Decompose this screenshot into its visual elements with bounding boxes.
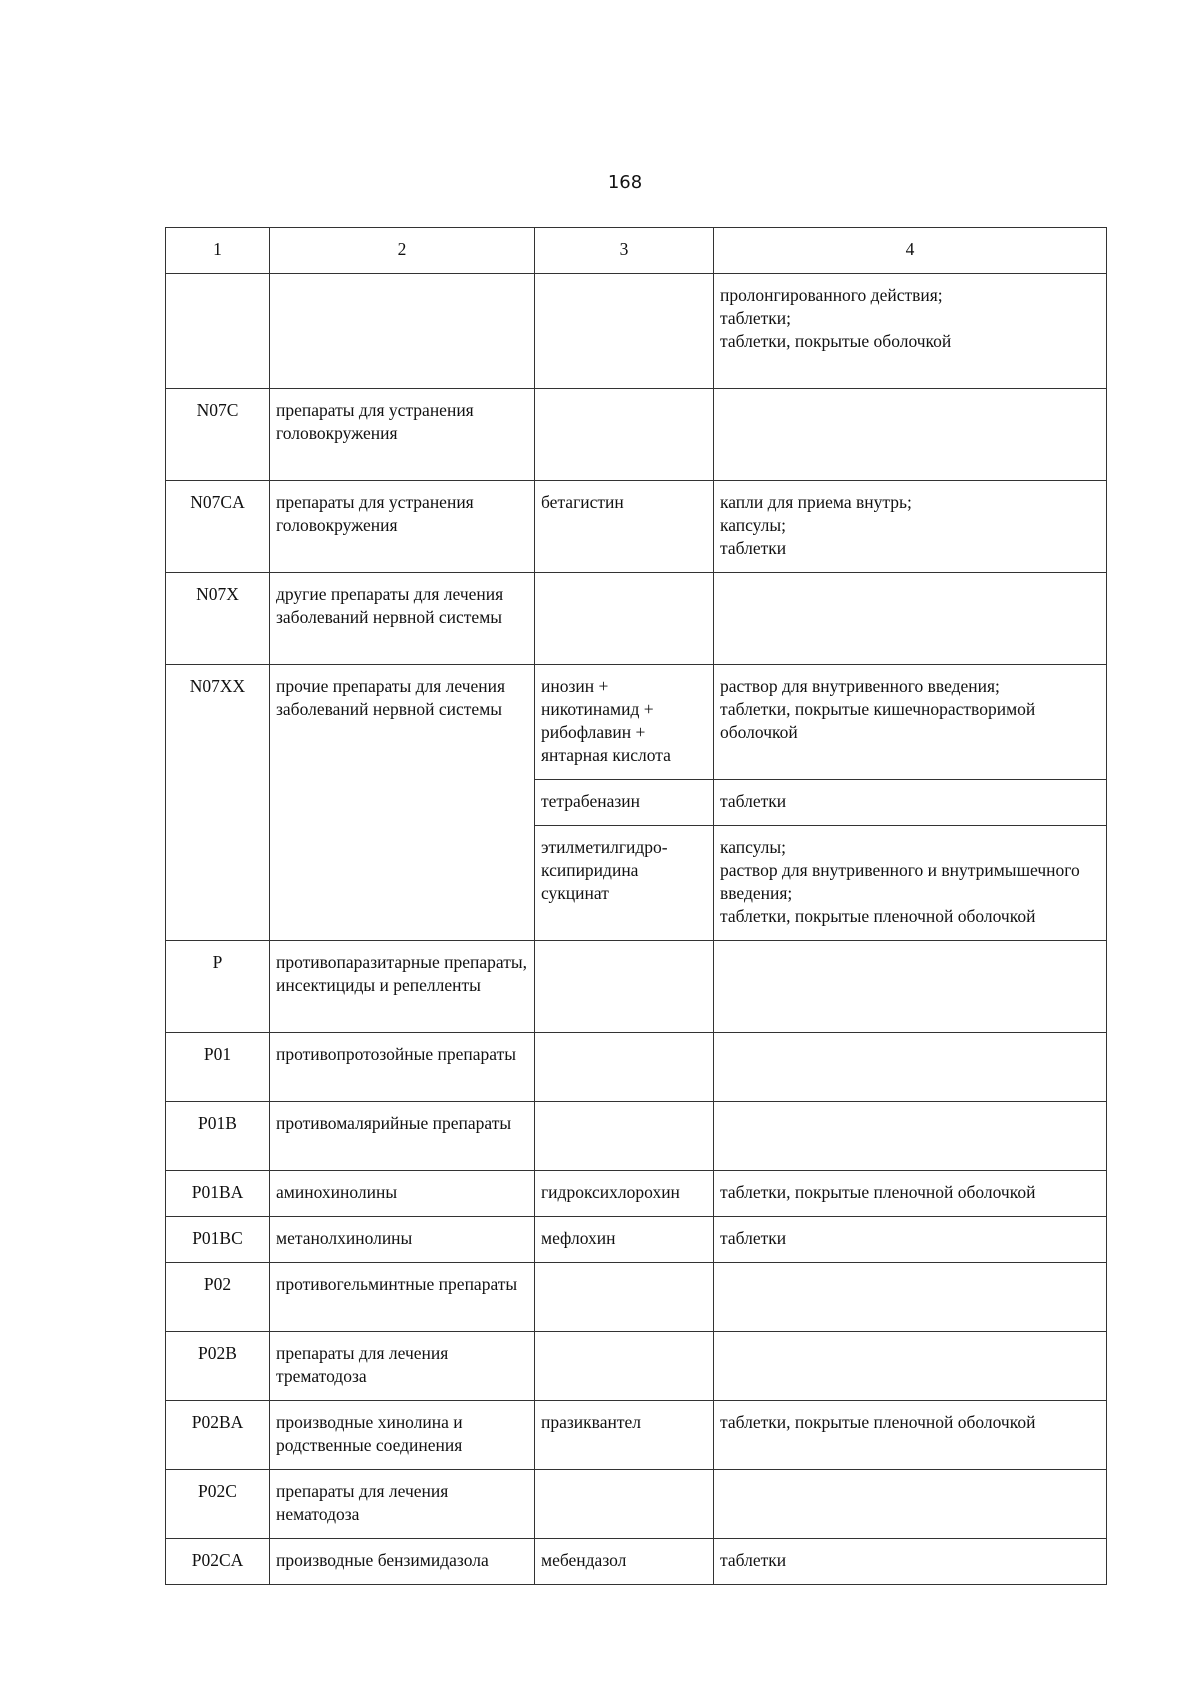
column-header-3: 3	[535, 228, 714, 274]
forms-cell	[714, 1171, 1107, 1217]
form-line: пролонгированного действия;	[720, 285, 943, 305]
atc-code-cell: P01BC	[166, 1217, 270, 1263]
group-cell: препараты для устранения головокружения	[270, 389, 535, 481]
group-cell: препараты для лечения трематодоза	[270, 1332, 535, 1401]
drug-cell	[535, 274, 714, 389]
table-row	[166, 573, 1107, 665]
drug-cell	[535, 1332, 714, 1401]
atc-code-cell: P02C	[166, 1470, 270, 1539]
form-line: таблетки	[720, 791, 787, 811]
atc-code-cell: P02BA	[166, 1401, 270, 1470]
forms-cell	[714, 389, 1107, 481]
atc-code-cell: N07XX	[166, 665, 270, 941]
table-row	[166, 1217, 1107, 1263]
table-row	[166, 1332, 1107, 1401]
drug-table	[165, 227, 1107, 1585]
table-row	[166, 389, 1107, 481]
group-cell: метанолхинолины	[270, 1217, 535, 1263]
forms-cell	[714, 1263, 1107, 1332]
column-header-1: 1	[166, 228, 270, 274]
drug-cell	[535, 941, 714, 1033]
forms-cell	[714, 941, 1107, 1033]
atc-code-cell: N07CA	[166, 481, 270, 573]
table-row	[166, 1470, 1107, 1539]
table-row	[166, 274, 1107, 389]
drug-cell: празиквантел	[535, 1401, 714, 1470]
table-row	[166, 1171, 1107, 1217]
form-line: капли для приема внутрь;	[720, 492, 912, 512]
table-row	[166, 1102, 1107, 1171]
table-row	[166, 481, 1107, 573]
drug-cell: гидроксихлорохин	[535, 1171, 714, 1217]
table-row	[166, 1263, 1107, 1332]
form-line: таблетки, покрытые пленочной оболочкой	[720, 906, 1036, 926]
atc-code-cell: P01	[166, 1033, 270, 1102]
atc-code-cell: P02CA	[166, 1539, 270, 1585]
form-line: таблетки	[720, 1550, 787, 1570]
drug-cell: бетагистин	[535, 481, 714, 573]
form-line: капсулы;	[720, 837, 787, 857]
drug-cell: инозин + никотинамид + рибофлавин + янтарная кислота	[535, 665, 714, 780]
group-cell: препараты для устранения головокружения	[270, 481, 535, 573]
forms-cell	[714, 573, 1107, 665]
forms-cell	[714, 826, 1107, 941]
group-cell: противопротозойные препараты	[270, 1033, 535, 1102]
atc-code-cell: P	[166, 941, 270, 1033]
group-cell	[270, 274, 535, 389]
atc-code-cell: P01B	[166, 1102, 270, 1171]
forms-cell	[714, 1217, 1107, 1263]
group-cell: противогельминтные препараты	[270, 1263, 535, 1332]
forms-cell	[714, 1401, 1107, 1470]
forms-cell	[714, 274, 1107, 389]
form-line: раствор для внутривенного введения;	[720, 676, 1000, 696]
form-line: таблетки, покрытые пленочной оболочкой	[720, 1412, 1036, 1432]
page-number: 168	[607, 172, 643, 193]
drug-cell	[535, 389, 714, 481]
drug-cell	[535, 1102, 714, 1171]
group-cell: аминохинолины	[270, 1171, 535, 1217]
group-cell: другие препараты для лечения заболеваний нервной системы	[270, 573, 535, 665]
forms-cell	[714, 1102, 1107, 1171]
form-line: таблетки, покрытые пленочной оболочкой	[720, 1182, 1036, 1202]
column-header-4: 4	[714, 228, 1107, 274]
group-cell: прочие препараты для лечения заболеваний нервной системы	[270, 665, 535, 941]
table-row	[166, 1401, 1107, 1470]
forms-cell	[714, 780, 1107, 826]
table-row	[166, 1033, 1107, 1102]
forms-cell	[714, 665, 1107, 780]
drug-cell: мебендазол	[535, 1539, 714, 1585]
atc-code-cell: N07C	[166, 389, 270, 481]
form-line: таблетки	[720, 538, 787, 558]
forms-cell	[714, 1332, 1107, 1401]
drug-cell	[535, 1470, 714, 1539]
form-line: капсулы;	[720, 515, 787, 535]
group-cell: противопаразитарные препараты, инсектициды и репелленты	[270, 941, 535, 1033]
form-line: таблетки;	[720, 308, 791, 328]
group-cell: противомалярийные препараты	[270, 1102, 535, 1171]
atc-code-cell: P02B	[166, 1332, 270, 1401]
group-cell: производные бензимидазола	[270, 1539, 535, 1585]
group-cell: производные хинолина и родственные соединения	[270, 1401, 535, 1470]
column-header-2: 2	[270, 228, 535, 274]
atc-code-cell: N07X	[166, 573, 270, 665]
table-row	[166, 665, 1107, 780]
form-line: таблетки	[720, 1228, 787, 1248]
forms-cell	[714, 481, 1107, 573]
atc-code-cell: P02	[166, 1263, 270, 1332]
table-header-row	[166, 228, 1107, 274]
drug-cell	[535, 573, 714, 665]
form-line: таблетки, покрытые кишечнорастворимой оболочкой	[720, 699, 1036, 742]
form-line: раствор для внутривенного и внутримышечного введения;	[720, 860, 1080, 903]
forms-cell	[714, 1033, 1107, 1102]
drug-cell: тетрабеназин	[535, 780, 714, 826]
drug-cell: этилметилгидро-ксипиридина сукцинат	[535, 826, 714, 941]
group-cell: препараты для лечения нематодоза	[270, 1470, 535, 1539]
table-row	[166, 941, 1107, 1033]
forms-cell	[714, 1470, 1107, 1539]
drug-cell: мефлохин	[535, 1217, 714, 1263]
forms-cell	[714, 1539, 1107, 1585]
form-line: таблетки, покрытые оболочкой	[720, 331, 952, 351]
drug-cell	[535, 1033, 714, 1102]
table-row	[166, 1539, 1107, 1585]
drug-cell	[535, 1263, 714, 1332]
atc-code-cell: P01BA	[166, 1171, 270, 1217]
atc-code-cell	[166, 274, 270, 389]
